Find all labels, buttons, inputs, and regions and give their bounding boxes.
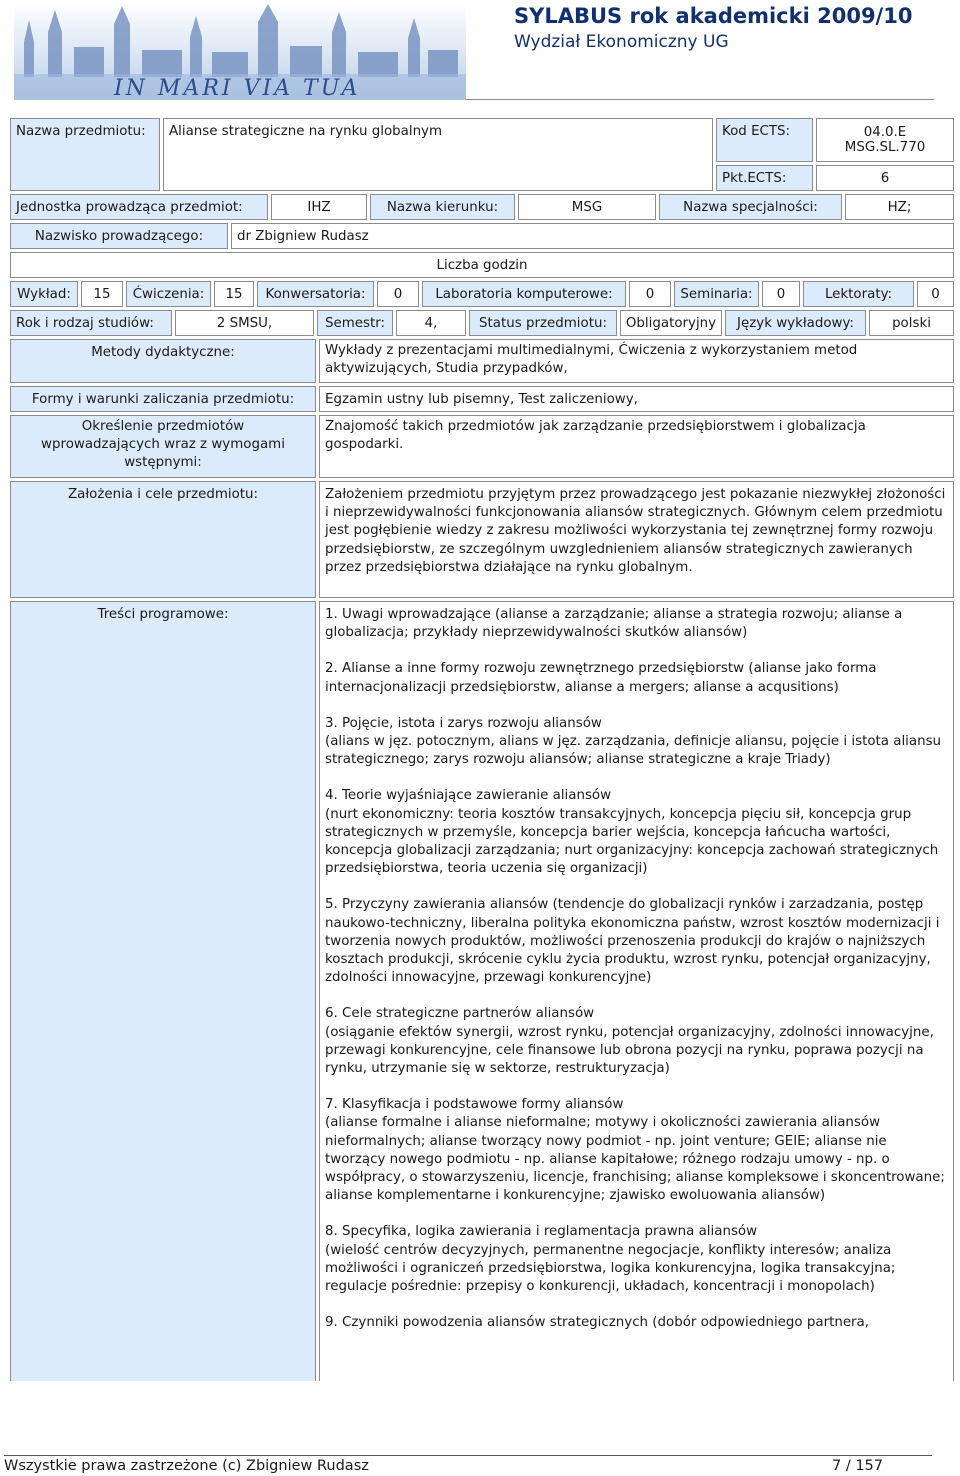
- language-label: Język wykładowy:: [725, 310, 866, 336]
- field-value: MSG: [518, 194, 656, 220]
- lektorat-label: Lektoraty:: [803, 281, 914, 307]
- logo-motto: IN MARI VIA TUA: [114, 76, 361, 100]
- semester-label: Semestr:: [317, 310, 393, 336]
- subject-value: Alianse strategiczne na rynku globalnym: [163, 118, 713, 191]
- forms-label: Formy i warunki zaliczania przedmiotu:: [10, 386, 316, 412]
- methods-label: Metody dydaktyczne:: [10, 339, 316, 383]
- conversatory-label: Konwersatoria:: [257, 281, 374, 307]
- lecturer-value: dr Zbigniew Rudasz: [231, 223, 954, 249]
- ects-code-label: Kod ECTS:: [716, 118, 813, 162]
- prereq-label: Określenie przedmiotów wprowadzających wraz z wymogami wstępnymi:: [10, 415, 316, 478]
- content-item: 5. Przyczyny zawierania aliansów (tendencje do globalizacji rynków i zarzadzania, postęp naukowo-techniczny, liberalna polityka ekonomiczna państw, wzrost kosztów modernizacji i tworzenia nowych produktów, możliwości przenoszenia produkcji do krajów o najniższych kosztach produkcji, skrócenie cyklu życia produktu, wzrost rynku, potencjał organizacyjny, zdolności innowacyjne, przewagi konkurencyjne): [325, 897, 940, 986]
- footer-rule: [4, 1455, 932, 1456]
- lecture-value: 15: [81, 281, 123, 307]
- unit-label: Jednostka prowadząca przedmiot:: [10, 194, 268, 220]
- header-logo: [14, 2, 466, 100]
- page-subtitle: Wydział Ekonomiczny UG: [514, 32, 729, 52]
- ects-points-label: Pkt.ECTS:: [716, 165, 813, 191]
- exercises-label: Ćwiczenia:: [126, 281, 211, 307]
- ects-code-line-1: 04.0.E: [863, 125, 907, 140]
- content-value: [319, 601, 954, 1381]
- lab-value: 0: [629, 281, 671, 307]
- ects-code-line-2: MSG.SL.770: [844, 140, 926, 155]
- unit-value: IHZ: [271, 194, 367, 220]
- content-item: 4. Teorie wyjaśniające zawieranie aliansów (nurt ekonomiczny: teoria kosztów transakcyjnych, koncepcja pięciu sił, koncepcja grup strategicznych w przemyśle, koncepcja barier wejścia, koncepcja łańcucha wartości, koncepcja globalizacji zarządzania; nurt organizacyjny: koncepcja zachowań strategicznych przedsiębiorstwa, teoria uczenia się organizacji): [325, 788, 939, 877]
- content-item: 9. Czynniki powodzenia aliansów strategicznych (dobór odpowiedniego partnera,: [325, 1315, 870, 1331]
- ects-code-value: [816, 118, 954, 162]
- lab-label: Laboratoria komputerowe:: [422, 281, 626, 307]
- content-item: 3. Pojęcie, istota i zarys rozwoju aliansów (alians w jęz. potocznym, alians w jęz. zarządzania, definicje aliansu, pojęcie i istota aliansu strategicznego; zarys rozwoju aliansów; alianse strategiczne a kraje Triady): [325, 715, 942, 768]
- footer-page-number: 7 / 157: [832, 1458, 884, 1474]
- field-label: Nazwa kierunku:: [370, 194, 515, 220]
- lecture-label: Wykład:: [10, 281, 78, 307]
- footer-copyright: Wszystkie prawa zastrzeżone (c) Zbigniew Rudasz: [4, 1458, 369, 1474]
- conversatory-value: 0: [377, 281, 419, 307]
- page-title: SYLABUS rok akademicki 2009/10: [514, 4, 913, 28]
- goals-label: Założenia i cele przedmiotu:: [10, 481, 316, 598]
- city-skyline-icon: [14, 2, 466, 100]
- content-item: 6. Cele strategiczne partnerów aliansów (osiąganie efektów synergii, wzrost rynku, potencjał organizacyjny, zdolności innowacyjne, przewagi konkurencyjne, cele finansowe lub obrona pozycji na rynku, poprawa pozycji na rynku, utrzymanie się w sektorze, restrukturyzacja): [325, 1006, 934, 1077]
- semester-value: 4,: [396, 310, 466, 336]
- lektorat-value: 0: [917, 281, 954, 307]
- status-value: Obligatoryjny: [620, 310, 722, 336]
- content-item: 2. Alianse a inne formy rozwoju zewnętrznego przedsiębiorstw (alianse jako forma internacjonalizacji przedsiębiorstw, alianse a mergers; alianse a acqusitions): [325, 661, 877, 695]
- year-value: 2 SMSU,: [175, 310, 314, 336]
- forms-value: Egzamin ustny lub pisemny, Test zaliczeniowy,: [319, 386, 954, 412]
- header-rule: [466, 99, 934, 100]
- hours-title: Liczba godzin: [10, 252, 954, 278]
- status-label: Status przedmiotu:: [469, 310, 617, 336]
- content-item: 7. Klasyfikacja i podstawowe formy aliansów (alianse formalne i alianse nieformalne; motywy i okoliczności zawierania aliansów nieformalnych; alianse tworzący nowy podmiot - np. joint venture; GEIE; alianse nie tworzący nowego podmiotu - np. alianse kapitałowe; różnego rodzaju umowy - np. o współpracy, o stowarzyszeniu, licencje, franchising; alianse kompleksowe i skoncentrowane; alianse komplementarne i konkurencyjne; zjawisko ewoluowania aliansów): [325, 1097, 945, 1204]
- year-label: Rok i rodzaj studiów:: [10, 310, 172, 336]
- content-label: Treści programowe:: [10, 601, 316, 1381]
- spec-label: Nazwa specjalności:: [659, 194, 842, 220]
- ects-points-value: 6: [816, 165, 954, 191]
- spec-value: HZ;: [845, 194, 954, 220]
- language-value: polski: [869, 310, 954, 336]
- goals-value: Założeniem przedmiotu przyjętym przez prowadzącego jest pokazanie niezwykłej złożoności i nieprzewidywalności funkcjonowania aliansów strategicznych. Głównym celem przedmiotu jest pogłębienie wiedzy z zakresu możliwości wykorzystania tej zewnętrznej formy rozwoju przedsiębiorstw, ze szczególnym uwzglednieniem aliansów strategicznych zawieranych przez przedsiębiorstwa działające na rynku globalnym.: [319, 481, 954, 598]
- seminar-label: Seminaria:: [674, 281, 759, 307]
- seminar-value: 0: [762, 281, 800, 307]
- exercises-value: 15: [214, 281, 254, 307]
- content-item: 1. Uwagi wprowadzające (alianse a zarządzanie; alianse a strategia rozwoju; alianse a globalizacja; przykłady nieprzewidywalności skutków aliansów): [325, 607, 903, 641]
- methods-value: Wykłady z prezentacjami multimedialnymi, Ćwiczenia z wykorzystaniem metod aktywizujących, Studia przypadków,: [319, 339, 954, 383]
- subject-label: Nazwa przedmiotu:: [10, 118, 160, 191]
- prereq-value: Znajomość takich przedmiotów jak zarządzanie przedsiębiorstwem i globalizacja gospodarki.: [319, 415, 954, 478]
- content-item: 8. Specyfika, logika zawierania i reglamentacja prawna aliansów (wielość centrów decyzyjnych, permanentne negocjacje, konflikty interesów; analiza możliwości i ograniczeń przedsiębiorstwa, logika konkurencyjna, logika transakcyjna; regulacje pośrednie: przepisy o konkurencji, układach, koncentracji i monopolach): [325, 1224, 896, 1295]
- lecturer-label: Nazwisko prowadzącego:: [10, 223, 228, 249]
